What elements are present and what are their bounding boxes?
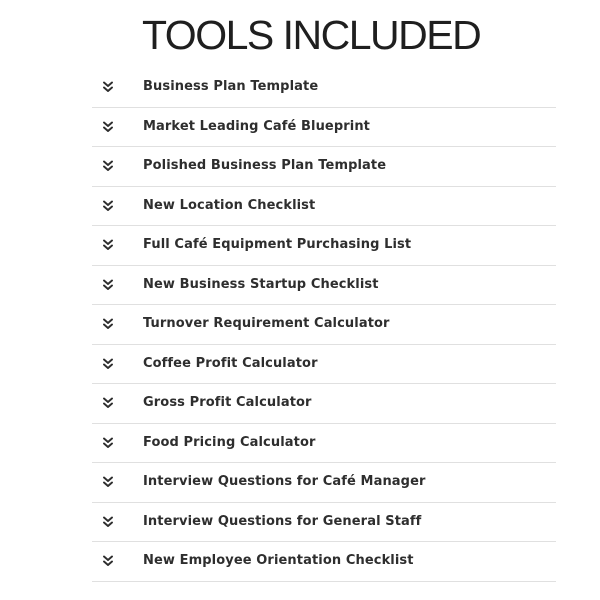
list-item[interactable]: [92, 463, 556, 503]
list-item[interactable]: [92, 266, 556, 306]
list-item[interactable]: [92, 305, 556, 345]
tool-label: Business Plan Template: [143, 79, 319, 94]
double-chevron-down-icon: [103, 397, 113, 409]
tool-label: Full Café Equipment Purchasing List: [143, 237, 412, 252]
list-item[interactable]: [92, 384, 556, 424]
double-chevron-down-icon: [103, 358, 113, 370]
tool-label: Polished Business Plan Template: [143, 158, 387, 173]
tool-label: Interview Questions for General Staff: [143, 513, 422, 529]
double-chevron-down-icon: [103, 437, 113, 449]
tool-label: Food Pricing Calculator: [143, 434, 316, 450]
double-chevron-down-icon: [103, 279, 113, 291]
tool-label: New Business Startup Checklist: [143, 276, 379, 292]
tool-label: Turnover Requirement Calculator: [143, 316, 390, 331]
double-chevron-down-icon: [103, 81, 113, 93]
list-item[interactable]: [92, 226, 556, 266]
list-item[interactable]: [92, 147, 556, 187]
double-chevron-down-icon: [103, 160, 113, 172]
tool-label: New Employee Orientation Checklist: [143, 553, 414, 568]
list-item[interactable]: [92, 68, 556, 108]
double-chevron-down-icon: [103, 318, 113, 330]
list-item[interactable]: [92, 187, 556, 227]
list-item[interactable]: [92, 542, 556, 582]
tools-list: [92, 68, 556, 582]
list-item[interactable]: [92, 424, 556, 464]
tool-label: New Location Checklist: [143, 197, 316, 213]
double-chevron-down-icon: [103, 239, 113, 251]
double-chevron-down-icon: [103, 476, 113, 488]
double-chevron-down-icon: [103, 555, 113, 567]
page-title: TOOLS INCLUDED: [142, 12, 481, 58]
tool-label: Market Leading Café Blueprint: [143, 118, 370, 134]
list-item[interactable]: [92, 108, 556, 148]
double-chevron-down-icon: [103, 121, 113, 133]
list-item[interactable]: [92, 503, 556, 543]
tool-label: Gross Profit Calculator: [143, 395, 312, 410]
tool-label: Interview Questions for Café Manager: [143, 474, 426, 489]
double-chevron-down-icon: [103, 516, 113, 528]
tool-label: Coffee Profit Calculator: [143, 355, 318, 371]
list-item[interactable]: [92, 345, 556, 385]
double-chevron-down-icon: [103, 200, 113, 212]
